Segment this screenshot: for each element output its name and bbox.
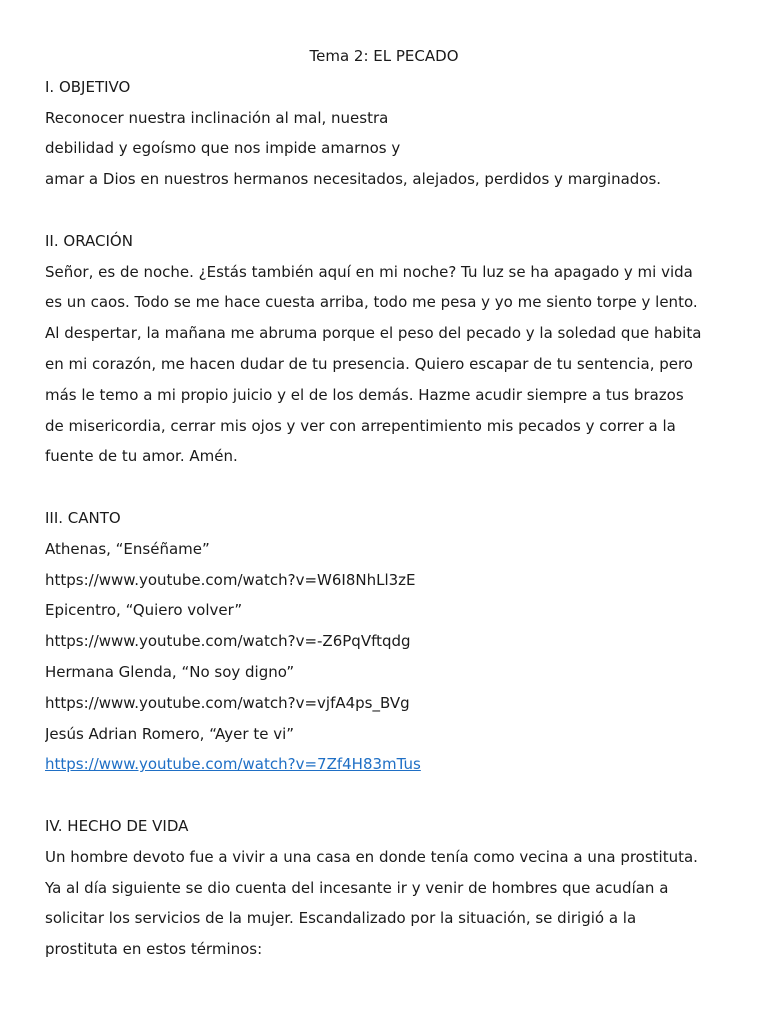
section-heading-canto: III. CANTO (45, 508, 121, 527)
hecho-line: solicitar los servicios de la mujer. Escandalizado por la situación, se dirigió a la (45, 909, 637, 928)
oracion-line: es un caos. Todo se me hace cuesta arriba, todo me pesa y yo me siento torpe y lento. (45, 293, 698, 312)
song-url-link[interactable]: https://www.youtube.com/watch?v=7Zf4H83mTus (45, 755, 421, 774)
paragraph-spacer (45, 472, 735, 503)
paragraph-spacer (45, 780, 735, 811)
hecho-line: prostituta en estos términos: (45, 940, 263, 959)
song-title: Jesús Adrian Romero, “Ayer te vi” (45, 724, 295, 743)
section-heading-objetivo: I. OBJETIVO (45, 77, 131, 96)
oracion-line: de misericordia, cerrar mis ojos y ver con arrepentimiento mis pecados y correr a la (45, 416, 676, 435)
hecho-line: Ya al día siguiente se dio cuenta del incesante ir y venir de hombres que acudían a (45, 878, 669, 897)
document-title: Tema 2: EL PECADO (309, 47, 459, 65)
section-heading-oracion: II. ORACIÓN (45, 231, 133, 250)
oracion-line: fuente de tu amor. Amén. (45, 447, 238, 466)
paragraph-spacer (45, 195, 735, 226)
song-title: Hermana Glenda, “No soy digno” (45, 662, 295, 681)
hecho-line: Un hombre devoto fue a vivir a una casa en donde tenía como vecina a una prostituta. (45, 847, 698, 866)
song-url: https://www.youtube.com/watch?v=W6I8NhLl3zE (45, 570, 416, 589)
song-url: https://www.youtube.com/watch?v=-Z6PqVftqdg (45, 632, 411, 651)
song-title: Athenas, “Enséñame” (45, 539, 210, 558)
objetivo-line: debilidad y egoísmo que nos impide amarnos y (45, 139, 401, 158)
objetivo-line: amar a Dios en nuestros hermanos necesitados, alejados, perdidos y marginados. (45, 170, 662, 189)
song-url: https://www.youtube.com/watch?v=vjfA4ps_BVg (45, 693, 410, 712)
objetivo-line: Reconocer nuestra inclinación al mal, nuestra (45, 108, 389, 127)
oracion-line: más le temo a mi propio juicio y el de los demás. Hazme acudir siempre a tus brazos (45, 385, 684, 404)
oracion-line: Al despertar, la mañana me abruma porque el peso del pecado y la soledad que habita (45, 324, 702, 343)
song-title: Epicentro, “Quiero volver” (45, 601, 243, 620)
oracion-line: Señor, es de noche. ¿Estás también aquí en mi noche? Tu luz se ha apagado y mi vida (45, 262, 693, 281)
document-page (45, 41, 735, 965)
section-heading-hecho-de-vida: IV. HECHO DE VIDA (45, 816, 189, 835)
oracion-line: en mi corazón, me hacen dudar de tu presencia. Quiero escapar de tu sentencia, pero (45, 354, 693, 373)
